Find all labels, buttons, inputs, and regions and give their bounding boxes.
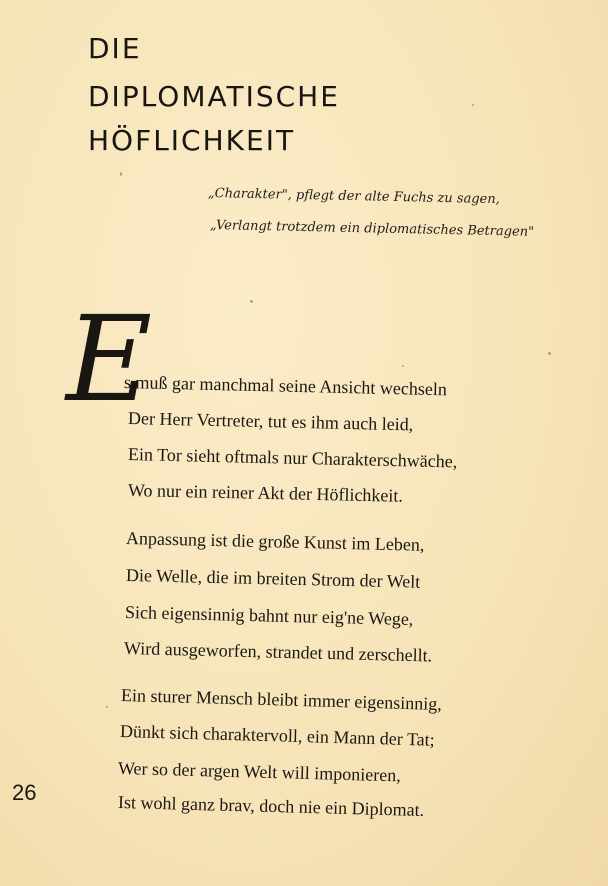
stanza1-line-1: s muß gar manchmal seine Ansicht wechseln (123, 372, 448, 400)
epigraph-line-2: „Verlangt trotzdem ein diplomatisches Betragen" (209, 218, 535, 240)
stanza3-line-2: Dünkt sich charaktervoll, ein Mann der Tat; (119, 721, 435, 750)
stanza2-line-2: Die Welle, die im breiten Strom der Welt (125, 565, 421, 592)
drop-cap-initial: E (66, 290, 153, 428)
epigraph-line-1: „Charakter", pflegt der alte Fuchs zu sagen, (207, 186, 500, 208)
stanza3-line-1: Ein sturer Mensch bleibt immer eigensinnig, (120, 685, 443, 714)
title-line-2: DIPLOMATISCHE (88, 80, 340, 113)
page-number: 26 (12, 780, 37, 805)
stanza3-line-3: Wer so der argen Welt will imponieren, (117, 758, 402, 786)
stanza1-line-4: Wo nur ein reiner Akt der Höflichkeit. (127, 480, 404, 506)
stanza2-line-4: Wird ausgeworfen, strandet und zerschellt. (123, 638, 433, 666)
paper-speck (120, 172, 122, 176)
stanza1-line-2: Der Herr Vertreter, tut es ihm auch leid, (127, 408, 414, 435)
title-line-3: HÖFLICHKEIT (88, 124, 296, 157)
stanza2-line-3: Sich eigensinnig bahnt nur eig'ne Wege, (124, 602, 414, 630)
paper-speck (402, 365, 404, 367)
paper-speck (548, 352, 551, 355)
stanza1-line-3: Ein Tor sieht oftmals nur Charakterschwäche, (127, 444, 458, 472)
paper-speck (250, 300, 253, 303)
paper-speck (106, 706, 108, 708)
title-line-1: DIE (88, 32, 142, 65)
stanza2-line-1: Anpassung ist die große Kunst im Leben, (125, 528, 425, 555)
paper-speck (472, 104, 474, 106)
stanza3-line-4: Ist wohl ganz brav, doch nie ein Diplomat. (117, 792, 425, 821)
